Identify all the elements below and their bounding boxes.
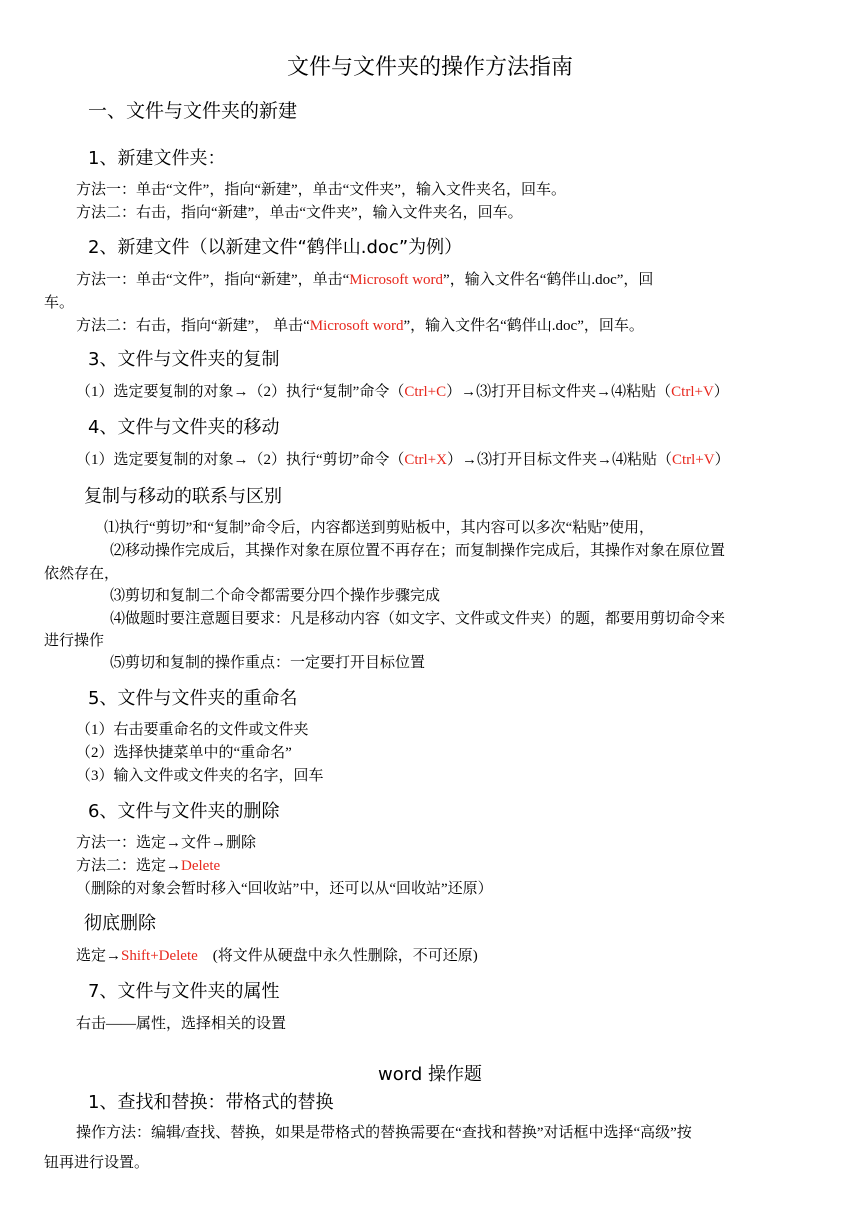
text: (将文件从硬盘中永久性删除，不可还原) [197, 948, 478, 964]
section-heading-new: 一、文件与文件夹的新建 [88, 100, 298, 122]
subheading-new-folder: 1、新建文件夹： [88, 148, 226, 169]
text: （1）选定要复制的对象→（2）执行“剪切”命令（ [76, 452, 405, 468]
text: ”，输入文件名“鹤伴山.doc”，回车。 [403, 318, 644, 334]
shortcut-text: Ctrl+C [404, 384, 447, 400]
paragraph: 操作方法：编辑/查找、替换，如果是带格式的替换需要在“查找和替换”对话框中选择“高级”按 [76, 1125, 692, 1141]
paragraph: ⑵移动操作完成后，其操作对象在原位置不再存在；而复制操作完成后，其操作对象在原位置 [110, 543, 726, 559]
page-title: 文件与文件夹的操作方法指南 [286, 55, 573, 80]
subheading-move: 4、文件与文件夹的移动 [88, 417, 280, 438]
paragraph [76, 448, 730, 469]
text: （1）选定要复制的对象→（2）执行“复制”命令（ [76, 384, 405, 400]
subheading-delete: 6、文件与文件夹的删除 [88, 801, 280, 822]
text: ）→⑶打开目标文件夹→⑷粘贴（ [446, 452, 672, 468]
shortcut-text: Ctrl+V [671, 452, 715, 468]
highlight-text: Microsoft word [349, 272, 444, 288]
paragraph: 进行操作 [44, 633, 105, 649]
paragraph: ⑶剪切和复制二个命令都需要分四个操作步骤完成 [110, 588, 441, 604]
text: 方法二：选定→ [76, 858, 182, 874]
subheading-relation: 复制与移动的联系与区别 [84, 486, 282, 507]
text: ） [714, 452, 730, 468]
shortcut-text: Delete [181, 858, 221, 874]
paragraph [76, 380, 729, 401]
subheading-find-replace: 1、查找和替换：带格式的替换 [88, 1092, 334, 1113]
paragraph: 车。 [44, 295, 75, 311]
paragraph: 右击——属性，选择相关的设置 [76, 1016, 287, 1032]
text: 选定→ [76, 948, 122, 964]
paragraph [76, 944, 478, 965]
paragraph [76, 314, 644, 335]
paragraph: ⑷做题时要注意题目要求：凡是移动内容（如文字、文件或文件夹）的题，都要用剪切命令来 [110, 611, 726, 627]
text: ）→⑶打开目标文件夹→⑷粘贴（ [446, 384, 672, 400]
list-item: （2）选择快捷菜单中的“重命名” [76, 745, 292, 761]
subheading-copy: 3、文件与文件夹的复制 [88, 349, 280, 370]
paragraph: 方法二：右击，指向“新建”，单击“文件夹”，输入文件夹名，回车。 [76, 205, 523, 221]
paragraph: ⑴执行“剪切”和“复制”命令后，内容都送到剪贴板中，其内容可以多次“粘贴”使用， [104, 520, 654, 536]
subheading-properties: 7、文件与文件夹的属性 [88, 981, 280, 1002]
paragraph: ⑸剪切和复制的操作重点：一定要打开目标位置 [110, 655, 426, 671]
section-heading-word: word 操作题 [378, 1064, 482, 1085]
shortcut-text: Shift+Delete [121, 948, 198, 964]
list-item: （3）输入文件或文件夹的名字，回车 [76, 768, 324, 784]
highlight-text: Microsoft word [309, 318, 404, 334]
subheading-new-file: 2、新建文件（以新建文件“鹤伴山.doc”为例） [88, 237, 463, 258]
subheading-permanent-delete: 彻底删除 [84, 913, 156, 934]
text: ） [713, 384, 729, 400]
text: 方法一：单击“文件”，指向“新建”，单击“ [76, 272, 350, 288]
text: 方法二：右击，指向“新建”， 单击“ [76, 318, 310, 334]
paragraph [76, 854, 220, 875]
paragraph: 方法一：单击“文件”，指向“新建”，单击“文件夹”，输入文件夹名，回车。 [76, 182, 566, 198]
text: ”，输入文件名“鹤伴山.doc”，回 [443, 272, 654, 288]
paragraph: 依然存在， [44, 566, 120, 582]
paragraph: （删除的对象会暂时移入“回收站”中，还可以从“回收站”还原） [76, 881, 493, 897]
shortcut-text: Ctrl+X [404, 452, 447, 468]
paragraph: 钮再进行设置。 [44, 1155, 150, 1171]
shortcut-text: Ctrl+V [671, 384, 714, 400]
paragraph: 方法一：选定→文件→删除 [76, 835, 257, 851]
list-item: （1）右击要重命名的文件或文件夹 [76, 722, 309, 738]
subheading-rename: 5、文件与文件夹的重命名 [88, 688, 298, 709]
paragraph [76, 268, 653, 289]
